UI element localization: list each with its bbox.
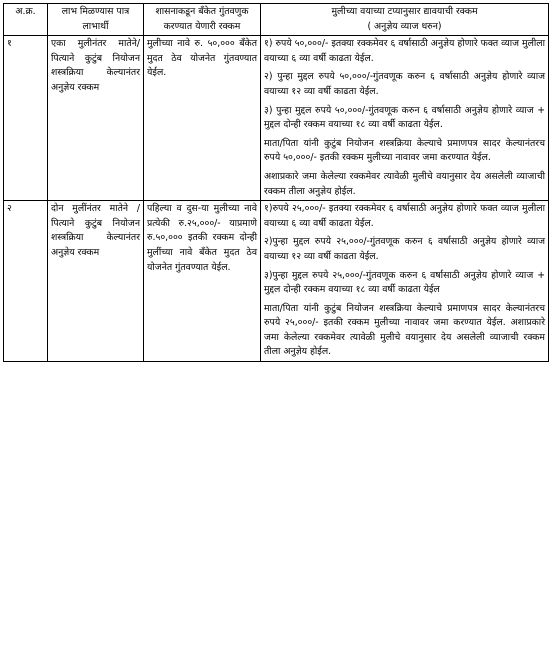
payout-item: ३) पुन्हा मुद्दल रुपये ५०,०००/-गुंतवणूक करुन ६ वर्षासाठी अनुज्ञेय होणारे व्याज + मुद्दल दोन्ही रक्कम वयाच्या १८ व्या वर्षी काढता येईल. xyxy=(264,104,545,131)
header-payout xyxy=(261,4,549,36)
header-deposit: शासनाकडून बँकेत गुंतवणुक करण्यात येणारी रक्कम xyxy=(144,4,261,36)
row-serial: १ xyxy=(4,36,48,201)
row-deposit: पहिल्या व दुस-या मुलीच्या नावे प्रत्येकी रु.२५,०००/- याप्रमाणे रु.५०,००० इतकी रक्कम दोन्ही मुलींच्या नावे बँकेत मुदत ठेव योजनेत गुंतवण्यात येईल. xyxy=(144,201,261,362)
row-beneficiary: दोन मुलींनंतर मातेने /पित्याने कुटुंब नियोजन शस्त्रक्रिया केल्यानंतर अनुज्ञेय रक्कम xyxy=(48,201,144,362)
table-row xyxy=(4,201,549,362)
row-deposit: मुलीच्या नावे रु. ५०,००० बँकेत मुदत ठेव योजनेत गुंतवण्यात येईल. xyxy=(144,36,261,201)
payout-item: २)पुन्हा मुद्दल रुपये २५,०००/-गुंतवणूक करुन ६ वर्षासाठी अनुज्ञेय होणारे व्याज वयाच्या १२ व्या वर्षी काढता येईल. xyxy=(264,236,545,262)
row-payout xyxy=(261,36,549,201)
payout-item: १) रुपये ५०,०००/- इतक्या रक्कमेवर ६ वर्षासाठी अनुज्ञेय होणारे फक्त व्याज मुलीला वयाच्या ६ व्या वर्षी काढता येईल. xyxy=(264,38,545,64)
table-row xyxy=(4,36,549,201)
payout-note: अशाप्रकारे जमा केलेल्या रक्कमेवर त्यावेळी मुलीचे वयानुसार देय असलेली व्याजाची रक्कम तीला अनुज्ञेय होईल. xyxy=(264,170,545,197)
header-payout-note: ( अनुज्ञेय व्याज धरुन) xyxy=(367,20,442,32)
row-beneficiary: एका मुलीनंतर मातेने/पित्याने कुटुंब नियोजन शस्त्रक्रिया केल्यानंतर अनुज्ञेय रक्कम xyxy=(48,36,144,201)
scheme-benefit-table xyxy=(3,3,549,362)
header-payout-title: मुलीच्या वयाच्या टप्यानुसार द्यावयाची रक्कम xyxy=(331,6,478,17)
payout-item: ३)पुन्हा मुद्दल रुपये २५,०००/-गुंतवणूक करुन ६ वर्षासाठी अनुज्ञेय होणारे व्याज + मुद्दल दोन्ही रक्कम वयाच्या १८ व्या वर्षी काढता येईल xyxy=(264,269,545,296)
payout-note: माता/पिता यांनी कुटुंब नियोजन शस्त्रक्रिया केल्याचे प्रमाणपत्र सादर केल्यानंतरच रुपये २५,०००/- इतकी रक्कम मुलीच्या नावावर जमा करण्यात येईल. अशाप्रकारे जमा केलेल्या रक्कमेवर त्यावेळी मुलीचे वयानुसार देय असलेली व्याजाची रक्कम तीला अनुज्ञेय होईल. xyxy=(264,302,545,358)
payout-item: १)रुपये २५,०००/- इतक्या रक्कमेवर ६ वर्षासाठी अनुज्ञेय होणारे फक्त व्याज मुलीला वयाच्या ६ व्या वर्षी काढता येईल. xyxy=(264,203,545,229)
header-serial: अ.क्र. xyxy=(4,4,48,36)
payout-item: २) पुन्हा मुद्दल रुपये ५०,०००/-गुंतवणूक करुन ६ वर्षासाठी अनुज्ञेय होणारे व्याज वयाच्या १२ व्या वर्षी काढता येईल. xyxy=(264,71,545,97)
payout-note: माता/पिता यांनी कुटुंब नियोजन शस्त्रक्रिया केल्याचे प्रमाणपत्र सादर केल्यानंतरच रुपये ५०,०००/- इतकी रक्कम मुलीच्या नावावर जमा करण्यात येईल. xyxy=(264,137,545,164)
row-serial: २ xyxy=(4,201,48,362)
table-header-row xyxy=(4,4,549,36)
row-payout xyxy=(261,201,549,362)
header-beneficiary: लाभ मिळण्यास पात्र लाभार्थी xyxy=(48,4,144,36)
